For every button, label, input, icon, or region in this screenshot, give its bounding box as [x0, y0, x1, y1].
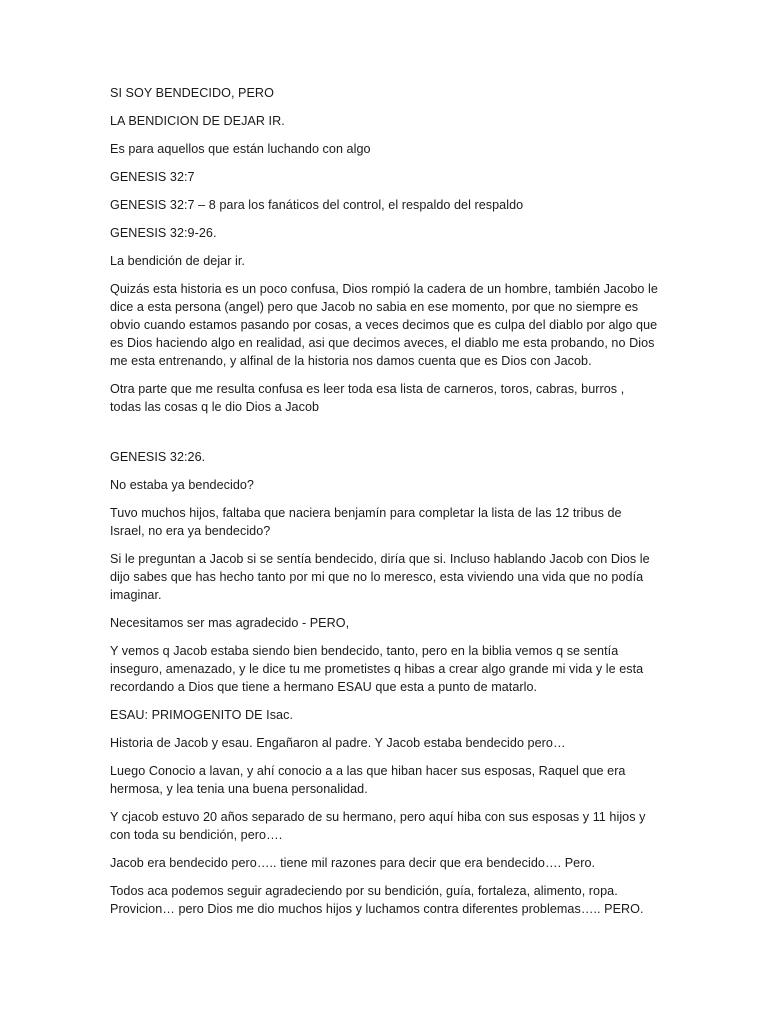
paragraph: Necesitamos ser mas agradecido - PERO,	[110, 616, 350, 630]
paragraph: Si le preguntan a Jacob si se sentía bendecido, diría que si. Incluso hablando Jacob con Dios le dijo sabes que has hecho tanto por mi que no lo meresco, esta viviendo una vida que no podía imaginar.	[110, 552, 650, 602]
paragraph: ESAU: PRIMOGENITO DE Isac.	[110, 708, 294, 722]
paragraph: Y vemos q Jacob estaba siendo bien bendecido, tanto, pero en la biblia vemos q se sentía inseguro, amenazado, y le dice tu me prometistes q hibas a crear algo grande mi vida y le esta recordando a Dios que tiene a hermano ESAU que esta a punto de matarlo.	[110, 644, 644, 694]
sermon-title: SI SOY BENDECIDO, PERO	[110, 86, 274, 100]
paragraph: Historia de Jacob y esau. Engañaron al padre. Y Jacob estaba bendecido pero…	[110, 736, 566, 750]
paragraph: Quizás esta historia es un poco confusa, Dios rompió la cadera de un hombre, también Jacobo le dice a esta persona (angel) pero que Jacob no sabia en ese momento, por que no siempre es obvio cuando estamos pasando por cosas, a veces decimos que es culpa del diablo por algo que es Dios haciendo algo en realidad, asi que decimos aveces, el diablo me esta probando, no Dios me esta entrenando, y alfinal de la historia nos damos cuenta que es Dios con Jacob.	[110, 282, 658, 368]
paragraph: La bendición de dejar ir.	[110, 254, 245, 268]
paragraph: Jacob era bendecido pero….. tiene mil razones para decir que era bendecido…. Pero.	[110, 856, 596, 870]
paragraph: Otra parte que me resulta confusa es leer toda esa lista de carneros, toros, cabras, burros , todas las cosas q le dio Dios a Jacob	[110, 382, 625, 414]
paragraph: Todos aca podemos seguir agradeciendo por su bendición, guía, fortaleza, alimento, ropa. Provicion… pero Dios me dio muchos hijos y luchamos contra diferentes problemas….. PERO.	[110, 884, 644, 916]
paragraph: Es para aquellos que están luchando con algo	[110, 142, 371, 156]
paragraph: Luego Conocio a lavan, y ahí conocio a a las que hiban hacer sus esposas, Raquel que era hermosa, y lea tenia una buena personalidad.	[110, 764, 626, 796]
document-body	[110, 84, 658, 928]
scripture-reference: GENESIS 32:26.	[110, 450, 206, 464]
paragraph: Tuvo muchos hijos, faltaba que naciera benjamín para completar la lista de las 12 tribus de Israel, no era ya bendecido?	[110, 506, 622, 538]
scripture-reference: GENESIS 32:9-26.	[110, 226, 217, 240]
blank-line	[110, 426, 658, 448]
scripture-reference: GENESIS 32:7 – 8 para los fanáticos del control, el respaldo del respaldo	[110, 198, 524, 212]
paragraph: Y cjacob estuvo 20 años separado de su hermano, pero aquí hiba con sus esposas y 11 hijos y con toda su bendición, pero….	[110, 810, 646, 842]
scripture-reference: GENESIS 32:7	[110, 170, 195, 184]
sermon-subtitle: LA BENDICION DE DEJAR IR.	[110, 114, 285, 128]
paragraph: No estaba ya bendecido?	[110, 478, 254, 492]
